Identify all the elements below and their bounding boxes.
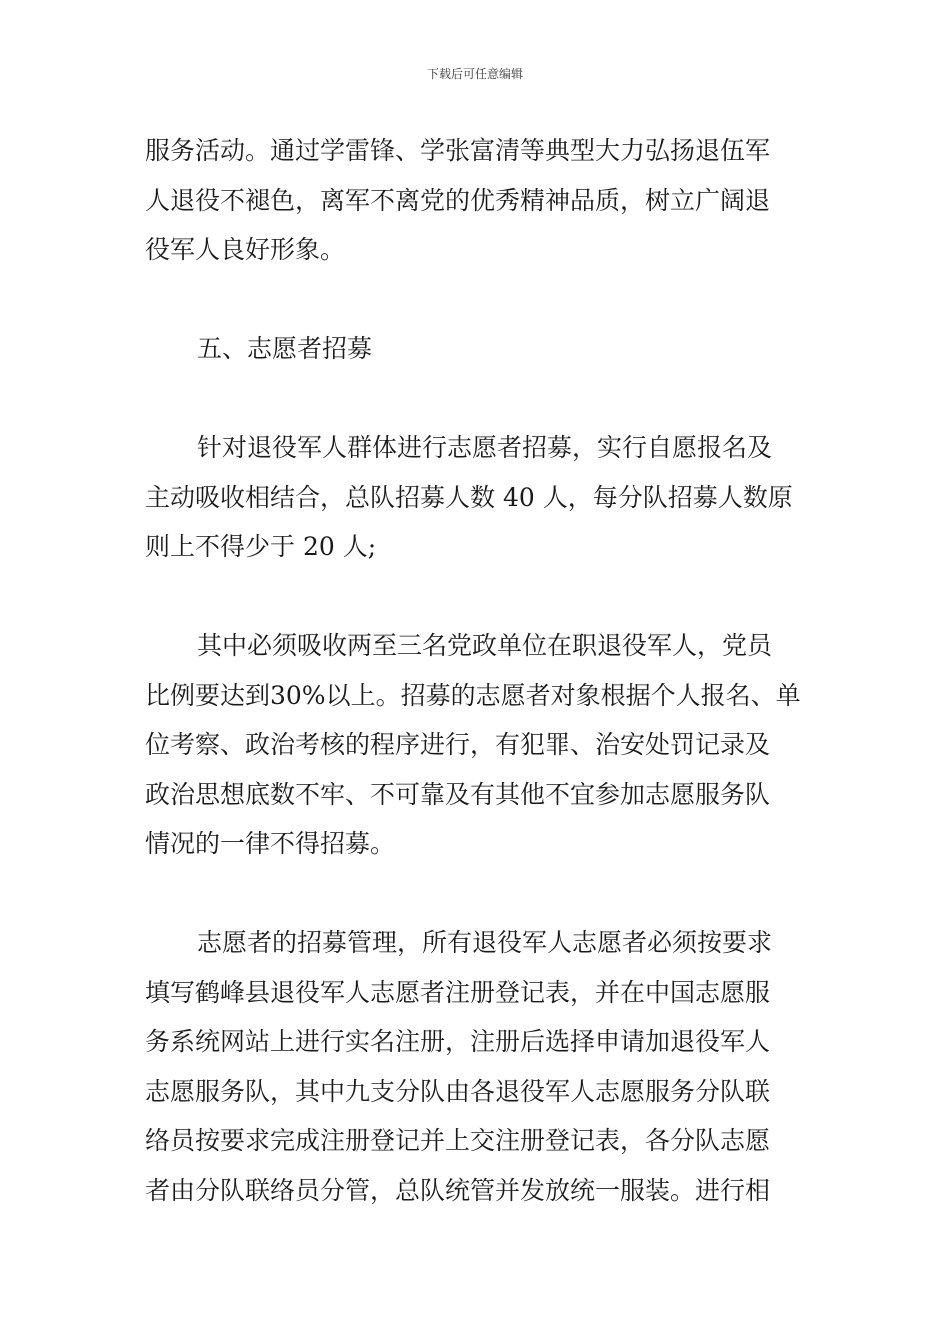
section-heading [145, 324, 810, 374]
paragraph-continuation [145, 126, 810, 275]
section-heading-text: 五、志愿者招募 [197, 334, 373, 363]
text-line: 则上不得少于 20 人; [145, 532, 377, 561]
paragraph-gap [145, 275, 810, 325]
text-line: 志愿服务队，其中九支分队由各退役军人志愿服务分队联 [145, 1076, 771, 1106]
paragraph-requirements [145, 621, 810, 869]
text-line: 填写鹤峰县退役军人志愿者注册登记表，并在中国志愿服 [145, 977, 771, 1007]
paragraph-management [145, 918, 810, 1215]
text-line: 比例要达到30%以上。招募的志愿者对象根据个人报名、单 [145, 680, 801, 710]
text-line: 役军人良好形象。 [145, 235, 346, 264]
text-line: 人退役不褪色，离军不离党的优秀精神品质，树立广阔退 [145, 185, 771, 215]
text-line: 政治思想底数不牢、不可靠及有其他不宜参加志愿服务队 [145, 779, 771, 809]
text-line: 志愿者的招募管理，所有退役军人志愿者必须按要求 [197, 928, 773, 957]
text-line: 针对退役军人群体进行志愿者招募，实行自愿报名及 [197, 433, 773, 462]
text-line: 服务活动。通过学雷锋、学张富清等典型大力弘扬退伍军 [145, 136, 771, 165]
text-line: 其中必须吸收两至三名党政单位在职退役军人，党员 [197, 631, 773, 660]
page-header-note: 下载后可任意编辑 [426, 67, 523, 81]
paragraph-recruitment [145, 423, 810, 572]
document-body [145, 126, 810, 1215]
paragraph-gap [145, 869, 810, 919]
text-line: 情况的一律不得招募。 [145, 829, 396, 858]
text-line: 络员按要求完成注册登记并上交注册登记表，各分队志愿 [145, 1126, 771, 1155]
text-line: 主动吸收相结合，总队招募人数 40 人，每分队招募人数原 [145, 482, 793, 512]
paragraph-gap [145, 374, 810, 424]
text-line: 务系统网站上进行实名注册，注册后选择申请加退役军人 [145, 1027, 771, 1056]
text-line: 者由分队联络员分管，总队统管并发放统一服装。进行相 [145, 1175, 771, 1205]
text-line: 位考察、政治考核的程序进行，有犯罪、治安处罚记录及 [145, 730, 771, 759]
paragraph-gap [145, 572, 810, 622]
